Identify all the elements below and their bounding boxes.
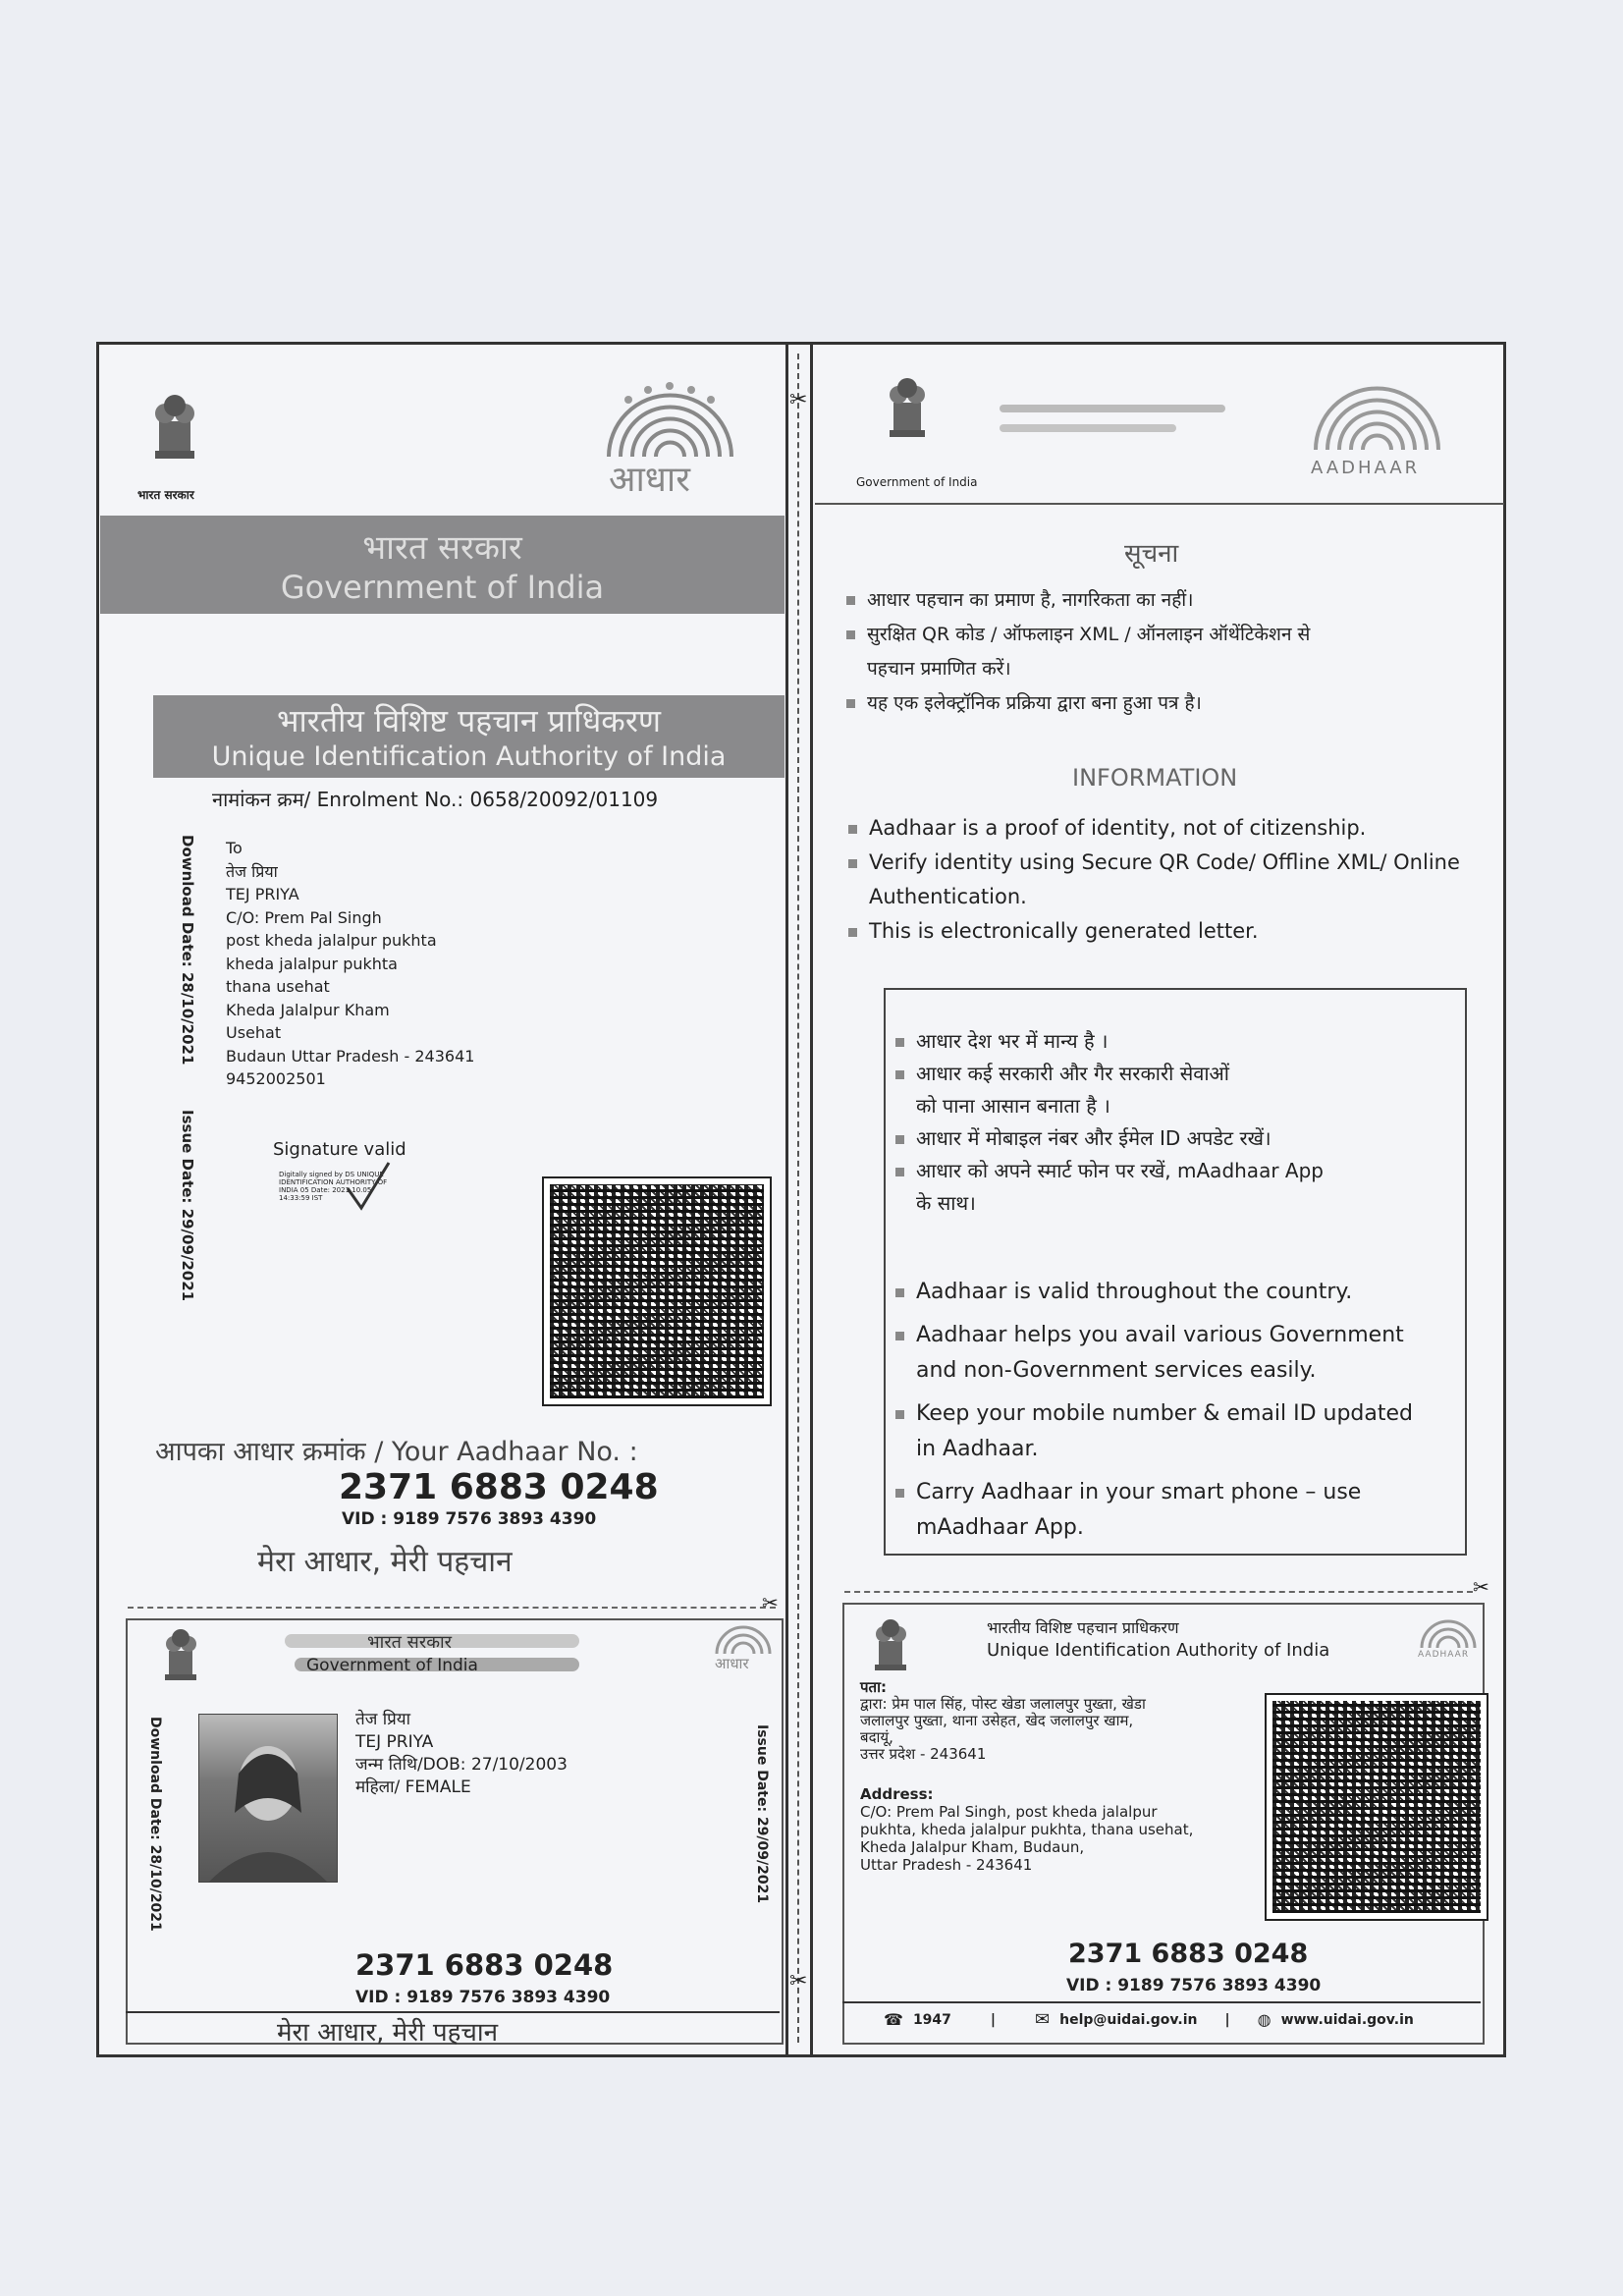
address-line: 9452002501 bbox=[226, 1069, 326, 1088]
address-line: To bbox=[226, 839, 243, 857]
scissors-icon: ✂ bbox=[789, 388, 808, 412]
address-line: Kheda Jalalpur Kham, Budaun, bbox=[860, 1838, 1085, 1856]
helpline-email: help@uidai.gov.in bbox=[1059, 2011, 1198, 2028]
gov-hindi: भारत सरकार bbox=[362, 528, 522, 568]
suchna-item: पहचान प्रमाणित करें। bbox=[867, 658, 1011, 680]
address-label: Address: bbox=[860, 1785, 934, 1803]
address-hindi bbox=[860, 1679, 1146, 1763]
pata-line: बदायूं, bbox=[860, 1728, 893, 1746]
pata-line: उत्तर प्रदेश - 243641 bbox=[860, 1745, 987, 1763]
uidai-english: Unique Identification Authority of India bbox=[987, 1640, 1330, 1661]
address-line: thana usehat bbox=[226, 977, 330, 996]
signature-check-icon bbox=[344, 1159, 393, 1213]
holder-details bbox=[355, 1709, 568, 1799]
pata-line: द्वारा: प्रेम पाल सिंह, पोस्ट खेडा जलालपुर पुख्ता, खेडा bbox=[860, 1695, 1146, 1713]
holder-gender: महिला/ FEMALE bbox=[355, 1777, 471, 1797]
uidai-band bbox=[153, 695, 784, 778]
suchna-title: सूचना bbox=[1124, 539, 1179, 569]
website-link: www.uidai.gov.in bbox=[1280, 2011, 1414, 2028]
benefit-item: mAadhaar App. bbox=[916, 1515, 1084, 1540]
benefit-item: in Aadhaar. bbox=[916, 1437, 1039, 1461]
address-line: Kheda Jalalpur Kham bbox=[226, 1000, 390, 1019]
benefit-item: आधार में मोबाइल नंबर और ईमेल ID अपडेट रखें। bbox=[895, 1122, 1324, 1155]
contact-footer bbox=[884, 2009, 1414, 2030]
info-item: This is electronically generated letter. bbox=[848, 914, 1460, 949]
address-line: Uttar Pradesh - 243641 bbox=[860, 1856, 1033, 1874]
center-divider-left bbox=[785, 342, 788, 2057]
redaction-smudge bbox=[1000, 405, 1225, 412]
suchna-item: आधार पहचान का प्रमाण है, नागरिकता का नहीं। bbox=[846, 583, 1310, 618]
benefit-item: के साथ। bbox=[916, 1191, 976, 1215]
aadhaar-logo-text: आधार bbox=[715, 1655, 749, 1672]
ashoka-emblem-icon bbox=[159, 1625, 202, 1694]
holder-dob: जन्म तिथि/DOB: 27/10/2003 bbox=[355, 1755, 568, 1775]
holder-name-hindi: तेज प्रिया bbox=[355, 1710, 411, 1729]
benefit-item: Aadhaar helps you avail various Government bbox=[895, 1318, 1413, 1353]
vid-number: VID : 9189 7576 3893 4390 bbox=[1066, 1976, 1322, 1995]
suchna-item: यह एक इलेक्ट्रॉनिक प्रक्रिया द्वारा बना हुआ पत्र है। bbox=[846, 686, 1310, 721]
scissors-icon: ✂ bbox=[789, 1969, 808, 1994]
pata-line: जलालपुर पुख्ता, थाना उसेहत, खेद जलालपुर खाम, bbox=[860, 1712, 1134, 1729]
secure-qr-code bbox=[544, 1178, 770, 1404]
footer-separator: | bbox=[990, 2011, 997, 2028]
benefit-item: आधार देश भर में मान्य है । bbox=[895, 1025, 1324, 1058]
info-item: Verify identity using Secure QR Code/ Offline XML/ Online bbox=[848, 846, 1460, 880]
phone-icon: ☎ bbox=[884, 2010, 903, 2029]
address-english bbox=[860, 1785, 1193, 1874]
address-line: TEJ PRIYA bbox=[226, 885, 299, 903]
address-line: C/O: Prem Pal Singh, post kheda jalalpur bbox=[860, 1803, 1158, 1821]
ashoka-emblem-icon bbox=[869, 1615, 912, 1684]
email-icon: ✉ bbox=[1035, 2009, 1051, 2030]
aadhaar-logo-icon bbox=[1296, 371, 1458, 460]
helpline-number: 1947 bbox=[912, 2011, 951, 2028]
benefit-item: Aadhaar is valid throughout the country. bbox=[895, 1275, 1413, 1310]
emblem-caption: भारत सरकार bbox=[137, 488, 194, 502]
info-item: Aadhaar is a proof of identity, not of citizenship. bbox=[848, 811, 1460, 846]
gov-english: Government of India bbox=[306, 1656, 478, 1675]
card-cut-line bbox=[844, 1591, 1473, 1593]
ashoka-emblem-icon bbox=[145, 388, 204, 476]
benefit-item: को पाना आसान बनाता है । bbox=[916, 1094, 1110, 1118]
aadhaar-logo-text: AADHAAR bbox=[1311, 458, 1421, 478]
header-rule bbox=[815, 503, 1504, 505]
signature-valid-label: Signature valid bbox=[273, 1139, 406, 1160]
person-photo-icon bbox=[199, 1715, 337, 1882]
benefit-item: and non-Government services easily. bbox=[916, 1358, 1317, 1383]
aadhaar-number: 2371 6883 0248 bbox=[1068, 1939, 1309, 1969]
information-list bbox=[848, 811, 1460, 949]
address-line: pukhta, kheda jalalpur pukhta, thana usehat, bbox=[860, 1821, 1194, 1838]
address-line: Usehat bbox=[226, 1023, 282, 1042]
redaction-smudge bbox=[1000, 424, 1176, 432]
gov-hindi: भारत सरकार bbox=[367, 1632, 453, 1653]
tagline: मेरा आधार, मेरी पहचान bbox=[277, 2018, 499, 2048]
uidai-hindi: भारतीय विशिष्ट पहचान प्राधिकरण bbox=[276, 702, 662, 739]
benefit-item: आधार कई सरकारी और गैर सरकारी सेवाओं bbox=[895, 1058, 1324, 1090]
information-title: INFORMATION bbox=[1072, 764, 1238, 792]
aadhaar-number: 2371 6883 0248 bbox=[355, 1948, 614, 1982]
address-line: post kheda jalalpur pukhta bbox=[226, 931, 437, 950]
emblem-caption: Government of India bbox=[856, 475, 978, 489]
scissors-icon: ✂ bbox=[1473, 1575, 1489, 1599]
benefits-english-list bbox=[895, 1275, 1413, 1546]
benefit-item: Keep your mobile number & email ID updated bbox=[895, 1396, 1413, 1432]
download-date: Download Date: 28/10/2021 bbox=[179, 835, 196, 1066]
aadhaar-logo-icon bbox=[709, 1618, 778, 1658]
uidai-english: Unique Identification Authority of India bbox=[211, 741, 727, 772]
holder-name: TEJ PRIYA bbox=[355, 1732, 434, 1752]
signature-detail: Digitally signed by DS UNIQUE IDENTIFICATION AUTHORITY OF INDIA 05 Date: 2021.10.05 14:33:59 IST bbox=[279, 1171, 388, 1202]
aadhaar-logo-text: आधार bbox=[609, 460, 690, 500]
gov-english: Government of India bbox=[280, 569, 605, 606]
aadhaar-number-label: आपका आधार क्रमांक / Your Aadhaar No. : bbox=[155, 1437, 638, 1467]
suchna-list bbox=[846, 583, 1310, 721]
aadhaar-number: 2371 6883 0248 bbox=[339, 1467, 659, 1507]
secure-qr-code bbox=[1267, 1695, 1487, 1919]
enrolment-number: नामांकन क्रम/ Enrolment No.: 0658/20092/01109 bbox=[212, 788, 659, 811]
card-red-line bbox=[842, 2001, 1481, 2003]
aadhaar-logo-text: AADHAAR bbox=[1418, 1650, 1470, 1660]
ashoka-emblem-icon bbox=[882, 373, 931, 452]
scissors-icon: ✂ bbox=[762, 1591, 779, 1614]
aadhaar-logo-icon bbox=[1414, 1613, 1483, 1652]
center-cut-line bbox=[797, 354, 799, 2043]
issue-date: Issue Date: 29/09/2021 bbox=[754, 1724, 770, 1904]
center-divider-right bbox=[810, 342, 813, 2057]
uidai-hindi: भारतीय विशिष्ट पहचान प्राधिकरण bbox=[987, 1618, 1179, 1637]
tagline: मेरा आधार, मेरी पहचान bbox=[257, 1545, 513, 1579]
benefit-item: Carry Aadhaar in your smart phone – use bbox=[895, 1475, 1413, 1510]
vid-number: VID : 9189 7576 3893 4390 bbox=[355, 1988, 611, 2007]
globe-icon: ◍ bbox=[1257, 2010, 1271, 2029]
holder-photo bbox=[198, 1714, 338, 1883]
issue-date: Issue Date: 29/09/2021 bbox=[179, 1110, 196, 1302]
pata-label: पता: bbox=[860, 1678, 887, 1696]
address-line: तेज प्रिया bbox=[226, 861, 278, 881]
info-item: Authentication. bbox=[869, 885, 1027, 908]
vid-number: VID : 9189 7576 3893 4390 bbox=[342, 1509, 597, 1529]
footer-separator: | bbox=[1224, 2011, 1230, 2028]
download-date: Download Date: 28/10/2021 bbox=[147, 1717, 163, 1932]
address-line: kheda jalalpur pukhta bbox=[226, 954, 398, 973]
benefits-hindi-list bbox=[895, 1025, 1324, 1220]
address-line: C/O: Prem Pal Singh bbox=[226, 907, 382, 927]
suchna-item: सुरक्षित QR कोड / ऑफलाइन XML / ऑनलाइन ऑथेंटिकेशन से bbox=[846, 618, 1310, 652]
recipient-address bbox=[226, 837, 474, 1091]
benefit-item: आधार को अपने स्मार्ट फोन पर रखें, mAadhaar App bbox=[895, 1155, 1324, 1187]
card-cut-line bbox=[128, 1607, 776, 1609]
address-line: Budaun Uttar Pradesh - 243641 bbox=[226, 1046, 475, 1066]
gov-band bbox=[100, 516, 784, 614]
